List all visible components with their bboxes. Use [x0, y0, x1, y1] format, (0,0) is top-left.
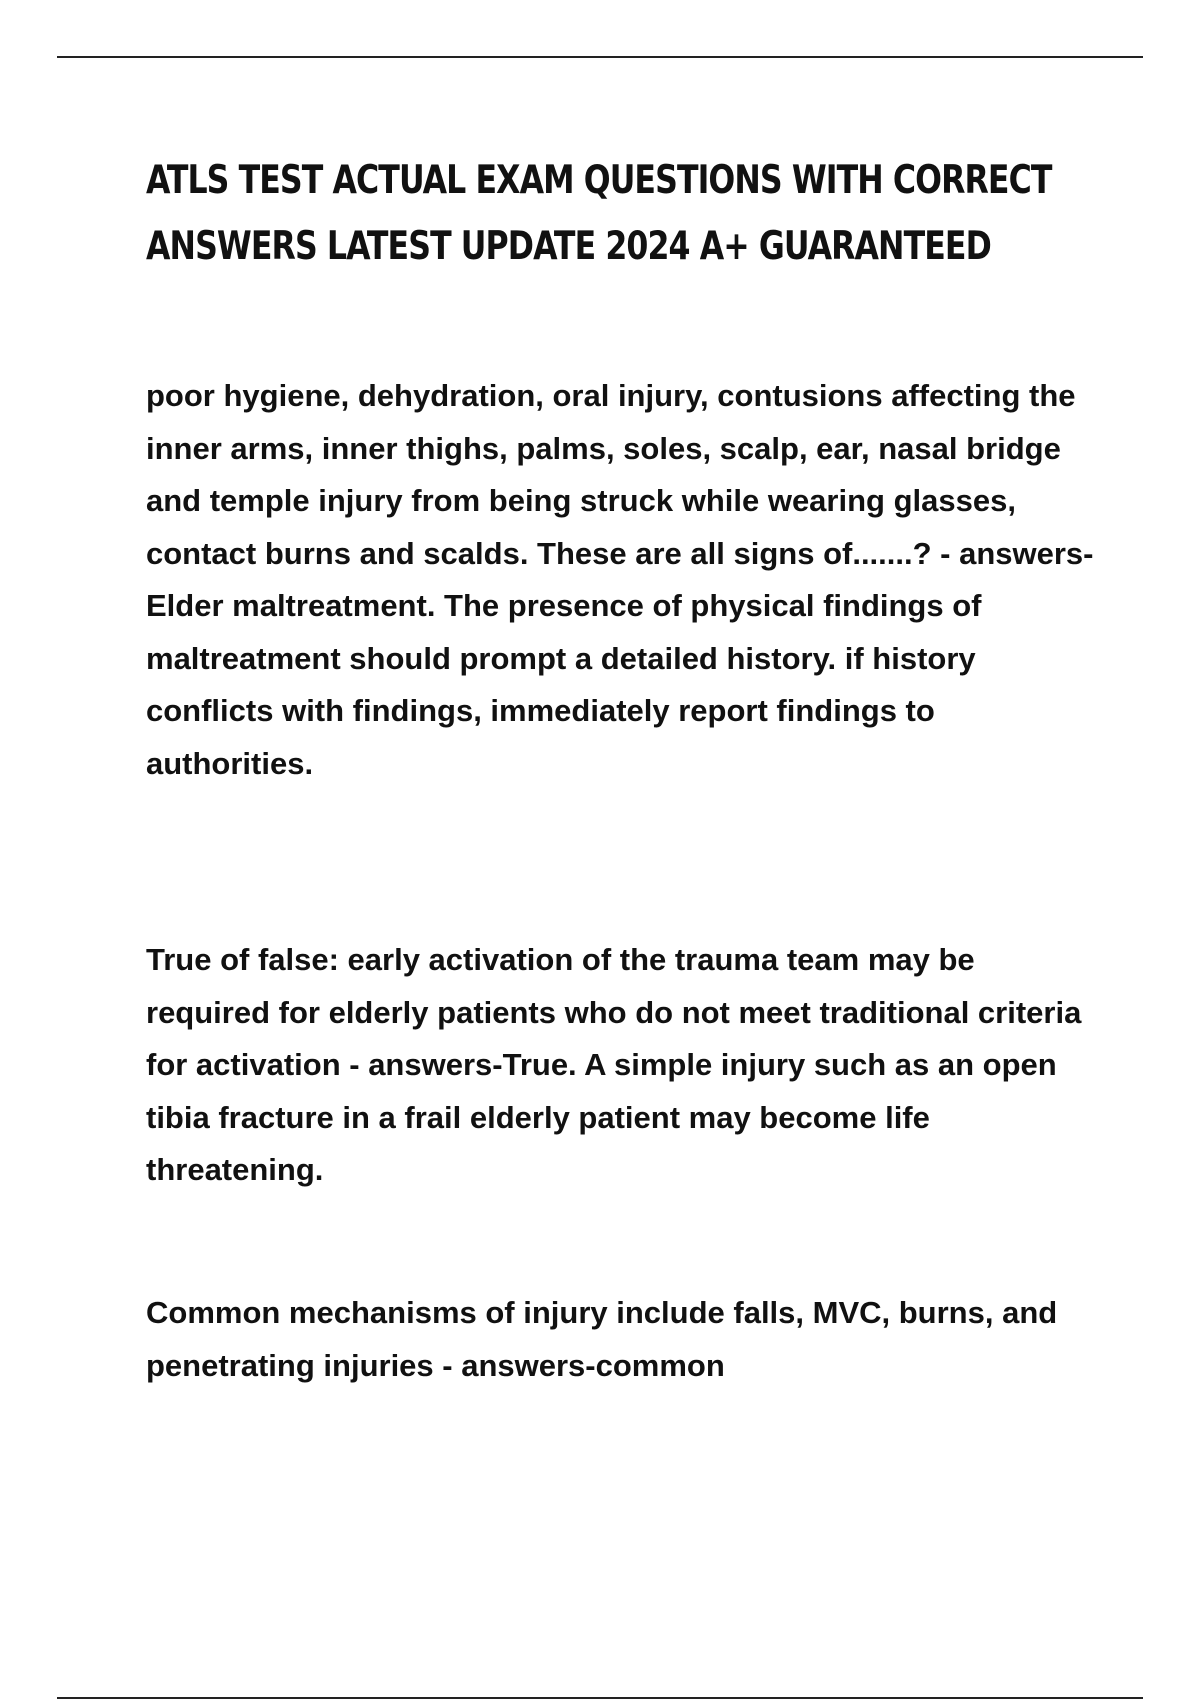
qa-entry-mechanisms-of-injury: Common mechanisms of injury include falls, MVC, burns, and penetrating injuries - answers-common	[146, 1295, 1058, 1383]
bottom-divider	[57, 1697, 1143, 1699]
title-line-2: ANSWERS LATEST UPDATE 2024 A+ GUARANTEED	[146, 224, 991, 269]
qa-entry-trauma-team-activation: True of false: early activation of the trauma team may be required for elderly patients who do not meet traditional criteria for activation - answers-True. A simple injury such as an open tibia fracture in a frail elderly patient may become life threatening.	[146, 942, 1082, 1187]
title-line-1: ATLS TEST ACTUAL EXAM QUESTIONS WITH CORRECT	[146, 158, 1052, 203]
qa-entry-elder-maltreatment: poor hygiene, dehydration, oral injury, contusions affecting the inner arms, inner thighs, palms, soles, scalp, ear, nasal bridge and temple injury from being struck while wearing glasses, contact burns and scalds. These are all signs of.......? - answers-Elder maltreatment. The presence of physical findings of maltreatment should prompt a detailed history. if history conflicts with findings, immediately report findings to authorities.	[146, 378, 1094, 781]
top-divider	[57, 56, 1143, 58]
document-title	[146, 148, 1052, 280]
